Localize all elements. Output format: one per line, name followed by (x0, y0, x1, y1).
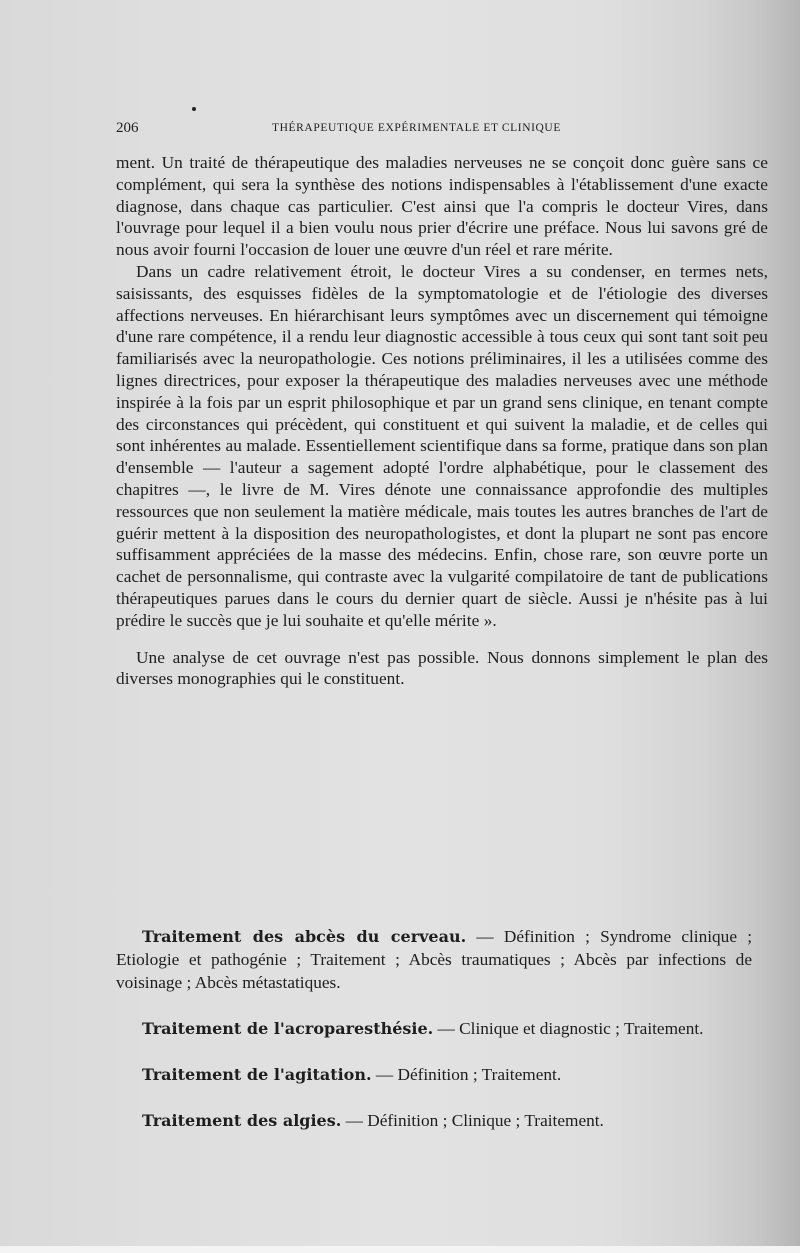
body-text (116, 152, 768, 690)
paragraph-analysis: Une analyse de cet ouvrage n'est pas possible. Nous donnons simplement le plan des diverses monographies qui le constituent. (116, 647, 768, 689)
chapter-entry-text: — Définition ; Traitement. (371, 1065, 562, 1084)
chapter-entry-text: — Définition ; Syndrome clinique ; Etiologie et pathogénie ; Traitement ; Abcès traumatiques ; Abcès par infections de voisinage ; Abcès métastatiques. (116, 927, 752, 992)
chapter-entry (116, 1109, 752, 1132)
ink-speck (192, 107, 196, 111)
chapter-entries (116, 925, 752, 1155)
chapter-entry-title: Traitement des algies. (142, 1111, 342, 1130)
chapter-entry-title: Traitement de l'acroparesthésie. (142, 1019, 434, 1038)
chapter-entry (116, 925, 752, 994)
chapter-entry-title: Traitement des abcès du cerveau. (142, 927, 467, 946)
running-title: THÉRAPEUTIQUE EXPÉRIMENTALE ET CLINIQUE (272, 122, 561, 134)
chapter-entry-text: — Définition ; Clinique ; Traitement. (341, 1111, 604, 1130)
running-head (116, 120, 776, 140)
page-number: 206 (116, 120, 139, 136)
page-bottom-edge (0, 1246, 800, 1253)
chapter-entry-title: Traitement de l'agitation. (142, 1065, 372, 1084)
chapter-entry-text: — Clinique et diagnostic ; Traitement. (433, 1019, 704, 1038)
paragraph-continuation: ment. Un traité de thérapeutique des maladies nerveuses ne se conçoit donc guère sans ce complément, qui sera la synthèse des notions indispensables à l'établissement d'une exacte diagnose, dans chaque cas particulier. C'est ainsi que l'a compris le docteur Vires, dans l'ouvrage pour lequel il a bien voulu nous prier d'écrire une préface. Nous lui savons gré de nous avoir fourni l'occasion de louer une œuvre d'un réel et rare mérite. (116, 153, 768, 260)
chapter-entry (116, 1063, 752, 1086)
chapter-entry (116, 1017, 752, 1040)
paragraph-review: Dans un cadre relativement étroit, le docteur Vires a su condenser, en termes nets, saisissants, des esquisses fidèles de la symptomatologie et de l'étiologie des diverses affections nerveuses. En hiérarchisant leurs symptômes avec un discernement qui témoigne d'une rare compétence, il a rendu leur diagnostic accessible à tous ceux qui sont tant soit peu familiarisés avec la neuropathologie. Ces notions préliminaires, il les a utilisées comme des lignes directrices, pour exposer la thérapeutique des maladies nerveuses avec une méthode inspirée à la fois par un esprit philosophique et par un grand sens clinique, en tenant compte des circonstances qui précèdent, qui constituent et qui suivent la maladie, et de celles qui sont inhérentes au malade. Essentiellement scientifique dans sa forme, pratique dans son plan d'ensemble — l'auteur a sagement adopté l'ordre alphabétique, pour le classement des chapitres —, le livre de M. Vires dénote une connaissance approfondie des multiples ressources que non seulement la matière médicale, mais toutes les autres branches de l'art de guérir mettent à la disposition des neuropathologistes, et dont la plupart ne sont pas encore suffisamment appréciées de la masse des médecins. Enfin, chose rare, son œuvre porte un cachet de personnalisme, qui contraste avec la vulgarité compilatoire de tant de publications thérapeutiques parues dans le cours du dernier quart de siècle. Aussi je n'hésite pas à lui prédire le succès que je lui souhaite et qu'elle mérite ». (116, 261, 768, 630)
